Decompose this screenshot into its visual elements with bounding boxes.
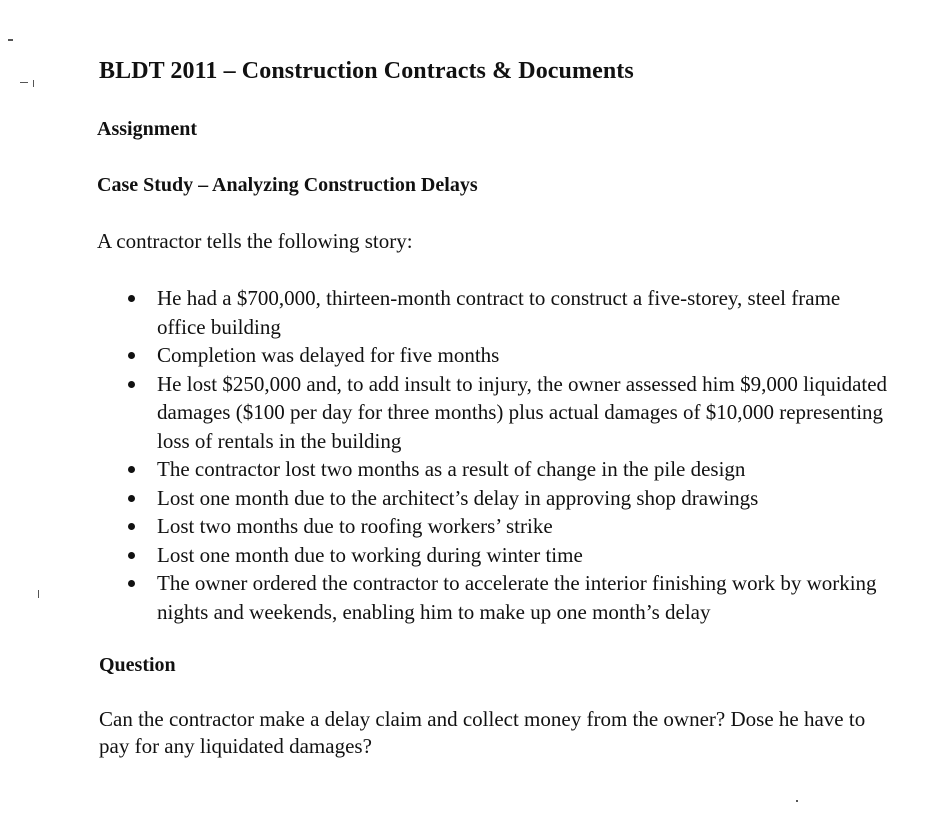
list-item-text: Lost one month due to the architect’s delay in approving shop drawings [157, 485, 759, 510]
list-item [128, 341, 888, 370]
bullet-dot-icon [128, 466, 135, 473]
assignment-heading: Assignment [97, 118, 198, 140]
document-title: BLDT 2011 – Construction Contracts & Documents [99, 58, 634, 84]
scan-speck [33, 80, 34, 87]
list-item [128, 541, 888, 570]
list-item [128, 370, 888, 456]
list-item [128, 484, 888, 513]
bullet-dot-icon [128, 495, 135, 502]
scan-speck [8, 39, 13, 41]
bullet-dot-icon [128, 381, 135, 388]
bullet-dot-icon [128, 523, 135, 530]
bullet-dot-icon [128, 580, 135, 587]
bullet-dot-icon [128, 352, 135, 359]
list-item-text: Completion was delayed for five months [157, 343, 500, 367]
question-text: Can the contractor make a delay claim and collect money from the owner? Dose he have to pay for any liquidated damages? [99, 707, 866, 758]
list-item [128, 284, 888, 341]
case-study-heading: Case Study – Analyzing Construction Delays [97, 174, 478, 196]
list-item-text: Lost two months due to roofing workers’ strike [157, 514, 553, 538]
bullet-dot-icon [128, 295, 135, 302]
story-bullet-list [128, 284, 888, 626]
list-item-text: The contractor lost two months as a result of change in the pile design [157, 457, 746, 481]
scan-speck [796, 800, 798, 802]
scan-speck [38, 590, 39, 598]
list-item-text: He had a $700,000, thirteen-month contract to construct a five-storey, steel frame office building [157, 286, 841, 339]
list-item-text: The owner ordered the contractor to accelerate the interior finishing work by working nights and weekends, enabling him to make up one month’s delay [157, 571, 877, 624]
list-item-text: He lost $250,000 and, to add insult to injury, the owner assessed him $9,000 liquidated damages ($100 per day for three months) plus actual damages of $10,000 representing loss of rentals in the building [157, 371, 888, 453]
list-item [128, 455, 888, 484]
list-item [128, 512, 888, 541]
intro-text: A contractor tells the following story: [97, 229, 413, 253]
list-item [128, 569, 888, 626]
list-item-text: Lost one month due to working during winter time [157, 542, 583, 567]
scan-speck [20, 82, 28, 83]
bullet-dot-icon [128, 552, 135, 559]
question-heading: Question [99, 654, 176, 676]
